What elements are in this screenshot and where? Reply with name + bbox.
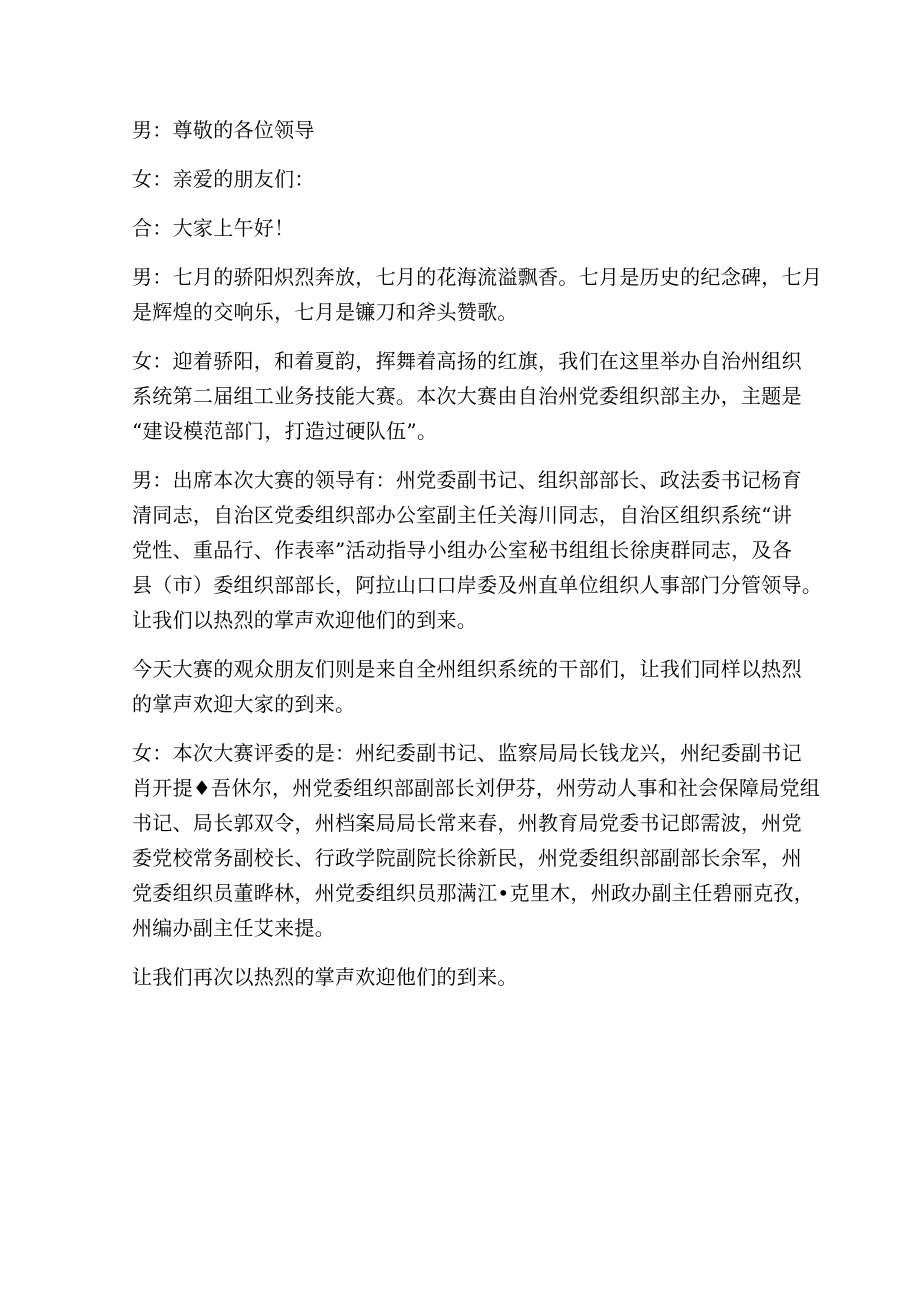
paragraph-2	[132, 162, 804, 197]
text-line: 县（市）委组织部部长，阿拉山口口岸委及州直单位组织人事部门分管领导。	[132, 573, 823, 597]
text-line: 今天大赛的观众朋友们则是来自全州组织系统的干部们，让我们同样以热烈	[132, 657, 802, 681]
text-line: 女：亲爱的朋友们：	[132, 167, 315, 191]
text-line: 让我们再次以热烈的掌声欢迎他们的到来。	[132, 965, 518, 989]
text-line: 的掌声欢迎大家的到来。	[132, 692, 356, 716]
text-line: 男：七月的骄阳炽烈奔放，七月的花海流溢飘香。七月是历史的纪念碑，七月	[132, 265, 823, 289]
text-line: 男：出席本次大赛的领导有：州党委副书记、组织部部长、政法委书记杨育	[132, 468, 802, 492]
text-line: 党委组织员董晔林，州党委组织员那满江•克里木，州政办副主任碧丽克孜，	[132, 881, 814, 905]
text-line: 女：本次大赛评委的是：州纪委副书记、监察局局长钱龙兴，州纪委副书记	[132, 741, 802, 765]
paragraph-8	[132, 736, 821, 946]
paragraph-7	[132, 652, 804, 722]
text-line: 清同志，自治区党委组织部办公室副主任关海川同志，自治区组织系统“讲	[132, 503, 793, 527]
text-line: 党性、重品行、作表率”活动指导小组办公室秘书组组长徐庚群同志，及各	[132, 538, 793, 562]
paragraph-5	[132, 344, 804, 449]
text-line: 是辉煌的交响乐，七月是镰刀和斧头赞歌。	[132, 300, 518, 324]
document-body	[132, 113, 823, 1009]
paragraph-6	[132, 463, 823, 638]
text-line: 州编办副主任艾来提。	[132, 916, 335, 940]
text-line: 书记、局长郭双令，州档案局局长常来春，州教育局党委书记郎需波，州党	[132, 811, 802, 835]
paragraph-9	[132, 960, 804, 995]
text-line: 肖开提♦吾休尔，州党委组织部副部长刘伊芬，州劳动人事和社会保障局党组	[132, 776, 821, 800]
paragraph-1	[132, 113, 804, 148]
text-line: 男：尊敬的各位领导	[132, 118, 315, 142]
text-line: 合：大家上午好！	[132, 216, 295, 240]
text-line: 女：迎着骄阳，和着夏韵，挥舞着高扬的红旗，我们在这里举办自治州组织	[132, 349, 802, 373]
text-line: 委党校常务副校长、行政学院副院长徐新民，州党委组织部副部长余军，州	[132, 846, 802, 870]
text-line: “建设模范部门，打造过硬队伍”。	[132, 419, 438, 443]
paragraph-3	[132, 211, 804, 246]
paragraph-4	[132, 260, 823, 330]
text-line: 系统第二届组工业务技能大赛。本次大赛由自治州党委组织部主办，主题是	[132, 384, 802, 408]
text-line: 让我们以热烈的掌声欢迎他们的到来。	[132, 608, 478, 632]
